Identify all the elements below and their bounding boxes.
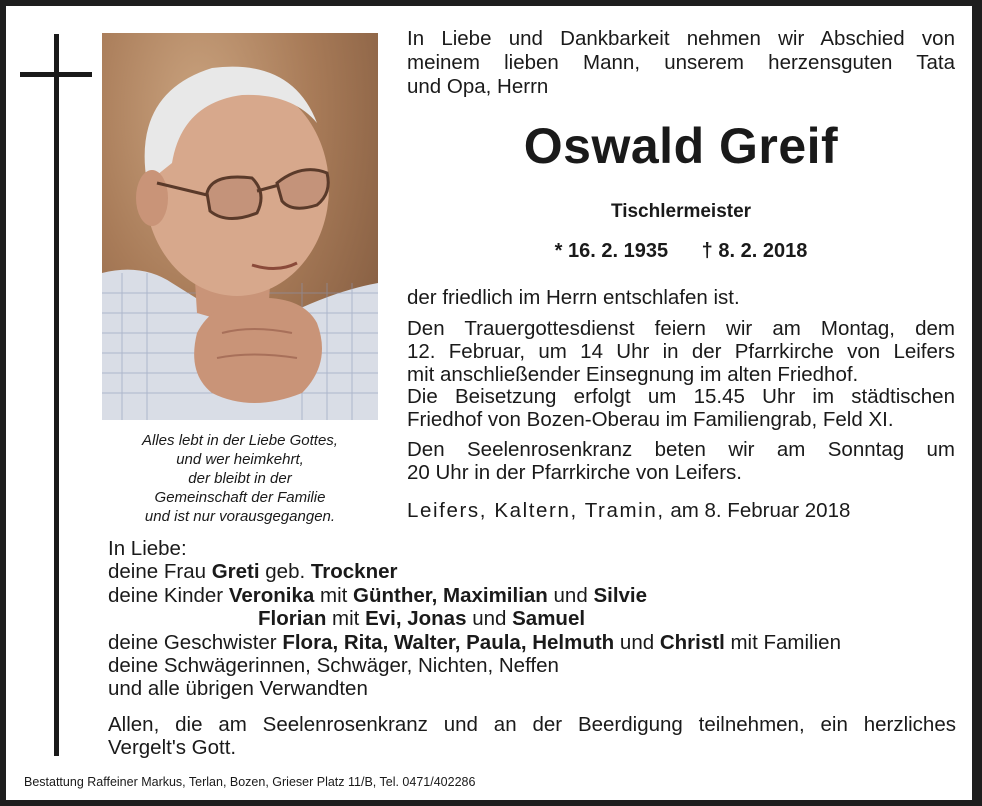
death-date: † 8. 2. 2018	[701, 240, 808, 262]
name: Günther, Maximilian	[353, 583, 548, 607]
family-line-wife	[108, 560, 841, 583]
cross-icon-bar	[20, 72, 92, 77]
name: Samuel	[512, 607, 586, 631]
cross-icon	[54, 34, 59, 756]
label: mit	[332, 607, 360, 631]
quote-line: Gemeinschaft der Familie	[154, 489, 326, 506]
label: und	[619, 630, 655, 654]
rosary-text	[407, 438, 955, 484]
family-heading: In Liebe:	[108, 537, 187, 560]
thanks-text	[108, 713, 956, 759]
label: geb.	[265, 560, 306, 584]
intro-line: In Liebe und Dankbarkeit nehmen wir Abschied von	[407, 27, 955, 50]
family-list	[108, 537, 841, 701]
name: Silvie	[593, 583, 648, 607]
intro-line: meinem lieben Mann, unserem herzensguten Tata	[407, 51, 955, 74]
profession: Tischlermeister	[610, 201, 752, 222]
family-line-children-2	[108, 607, 841, 630]
family-line-relatives: und alle übrigen Verwandten	[108, 677, 368, 701]
family-line-siblings	[108, 631, 841, 654]
family-line-children	[108, 584, 841, 607]
quote-line: der bleibt in der	[188, 470, 292, 487]
intro-text	[407, 27, 955, 99]
name: Trockner	[310, 560, 398, 584]
quote-line: Alles lebt in der Liebe Gottes,	[142, 432, 338, 449]
quote-line: und wer heimkehrt,	[176, 451, 304, 468]
name: Greti	[211, 560, 260, 584]
thanks-line: Allen, die am Seelenrosenkranz und an der Beerdigung teilnehmen, ein herzliches	[108, 713, 956, 736]
passed-text: der friedlich im Herrn entschlafen ist.	[407, 286, 740, 309]
label: deine Frau	[108, 560, 207, 584]
passed-line	[407, 286, 955, 309]
quote	[102, 431, 378, 526]
label: und	[553, 583, 588, 607]
funeral-line: Den Trauergottesdienst feiern wir am Montag, dem	[407, 317, 955, 340]
thanks-line: Vergelt's Gott.	[108, 736, 237, 759]
label: deine Geschwister	[108, 630, 277, 654]
family-line-inlaws: deine Schwägerinnen, Schwäger, Nichten, Neffen	[108, 654, 559, 678]
name: Christl	[659, 630, 725, 654]
burial-line: Die Beisetzung erfolgt um 15.45 Uhr im städtischen	[407, 385, 955, 408]
rosary-line: Den Seelenrosenkranz beten wir am Sonntag um	[407, 438, 955, 461]
portrait-photo	[102, 33, 378, 420]
burial-line: Friedhof von Bozen-Oberau im Familiengrab, Feld XI.	[407, 408, 894, 431]
place-date	[407, 499, 955, 523]
footer-funeral-home: Bestattung Raffeiner Markus, Terlan, Bozen, Grieser Platz 11/B, Tel. 0471/402286	[24, 775, 476, 789]
name: Evi, Jonas	[365, 607, 467, 631]
label: und	[472, 607, 507, 631]
deceased-name: Oswald Greif	[523, 118, 839, 174]
announcement-date: am 8. Februar 2018	[670, 499, 851, 522]
funeral-line: mit anschließender Einsegnung im alten Friedhof.	[407, 363, 859, 386]
rosary-line: 20 Uhr in der Pfarrkirche von Leifers.	[407, 461, 742, 484]
name: Florian	[258, 607, 327, 631]
birth-date: * 16. 2. 1935	[554, 240, 669, 262]
burial-text	[407, 385, 955, 431]
label: mit Familien	[730, 630, 841, 654]
intro-line: und Opa, Herrn	[407, 75, 549, 98]
name: Flora, Rita, Walter, Paula, Helmuth	[282, 630, 615, 654]
name: Veronika	[228, 583, 315, 607]
label: mit	[320, 583, 348, 607]
funeral-text	[407, 317, 955, 386]
life-dates	[407, 240, 955, 263]
quote-line: und ist nur vorausgegangen.	[144, 508, 336, 525]
places: Leifers, Kaltern, Tramin,	[407, 499, 665, 522]
label: deine Kinder	[108, 583, 224, 607]
funeral-line: 12. Februar, um 14 Uhr in der Pfarrkirche von Leifers	[407, 340, 955, 363]
